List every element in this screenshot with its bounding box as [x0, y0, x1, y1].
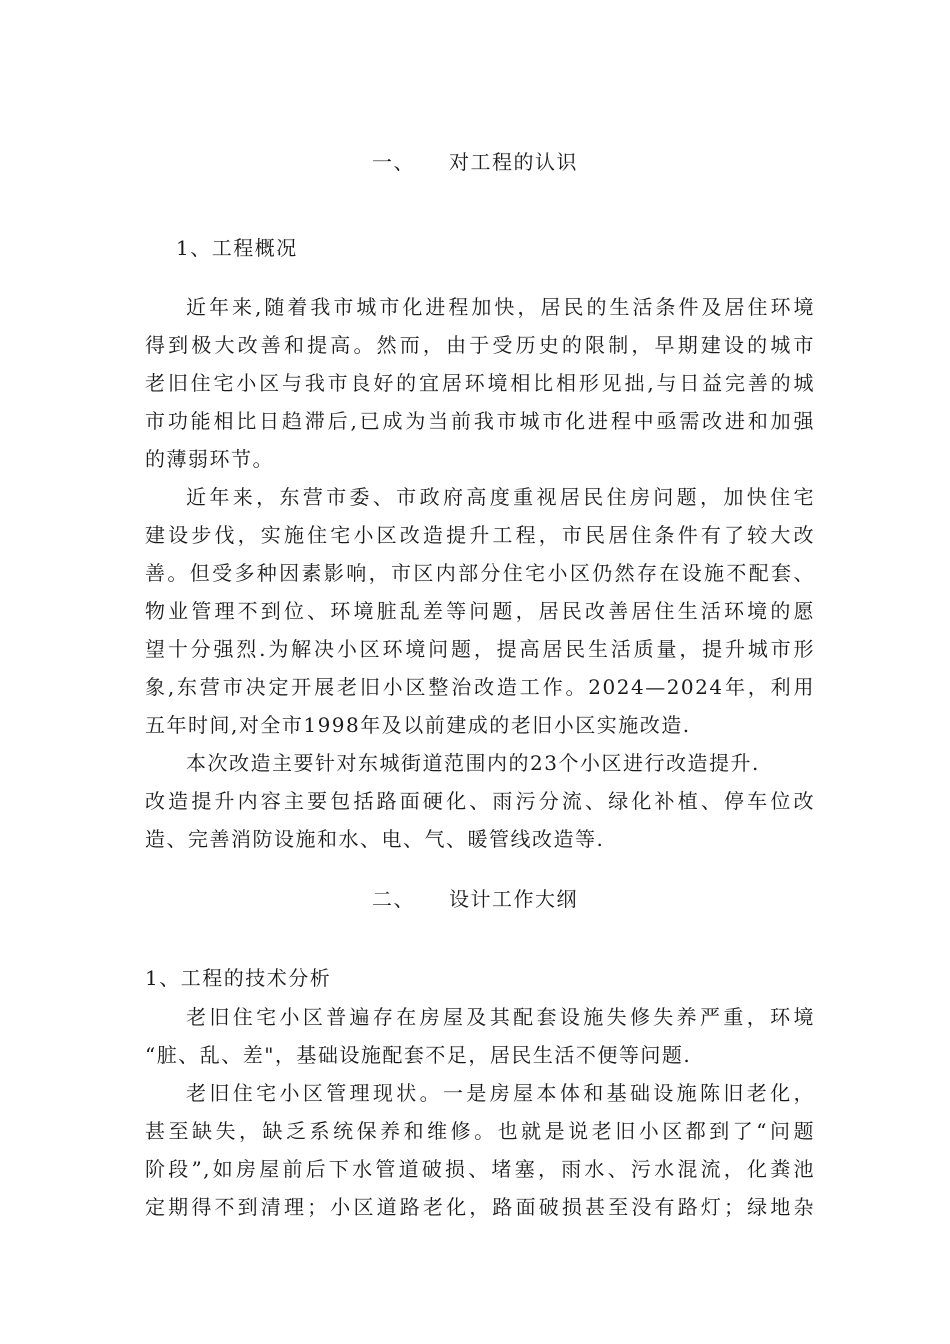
- section-number: 一、: [372, 150, 415, 174]
- paragraph-line: 五年时间,对全市1998年及以前建成的老旧小区实施改造.: [145, 713, 691, 737]
- paragraph-line: 象,东营市决定开展老旧小区整治改造工作。2024—2024年，利用: [145, 675, 815, 699]
- paragraph-line: 市功能相比日趋滞后,已成为当前我市城市化进程中亟需改进和加强: [145, 409, 815, 433]
- paragraph-line: “脏、乱、差"，基础设施配套不足，居民生活不便等问题.: [145, 1043, 692, 1067]
- paragraph-line: 造、完善消防设施和水、电、气、暖管线改造等.: [145, 827, 605, 851]
- paragraph-line: 阶段”,如房屋前后下水管道破损、堵塞，雨水、污水混流，化粪池: [145, 1157, 815, 1181]
- paragraph-line: 得到极大改善和提高。然而，由于受历史的限制，早期建设的城市: [145, 333, 815, 357]
- section-title: 设计工作大纲: [449, 887, 578, 911]
- section-heading-2: [0, 885, 950, 913]
- subheading-technical-analysis: 1、工程的技术分析: [145, 966, 332, 990]
- section-number: 二、: [372, 887, 415, 911]
- paragraph-line: 老旧住宅小区与我市良好的宜居环境相比相形见拙,与日益完善的城: [145, 371, 815, 395]
- section-heading-1: [0, 148, 950, 176]
- paragraph-line: 近年来,随着我市城市化进程加快，居民的生活条件及居住环境: [186, 295, 815, 319]
- section-title: 对工程的认识: [449, 150, 578, 174]
- paragraph-line: 建设步伐，实施住宅小区改造提升工程，市民居住条件有了较大改: [145, 523, 815, 547]
- paragraph-line: 改造提升内容主要包括路面硬化、雨污分流、绿化补植、停车位改: [145, 789, 815, 813]
- paragraph-line: 近年来，东营市委、市政府高度重视居民住房问题，加快住宅: [186, 485, 815, 509]
- paragraph-line: 老旧住宅小区管理现状。一是房屋本体和基础设施陈旧老化，: [186, 1081, 815, 1105]
- paragraph-line: 善。但受多种因素影响，市区内部分住宅小区仍然存在设施不配套、: [145, 561, 815, 585]
- paragraph-line: 老旧住宅小区普遍存在房屋及其配套设施失修失养严重，环境: [186, 1005, 815, 1029]
- paragraph-line: 的薄弱环节。: [145, 447, 274, 471]
- paragraph-line: 甚至缺失，缺乏系统保养和维修。也就是说老旧小区都到了“问题: [145, 1119, 815, 1143]
- subheading-project-overview: 1、工程概况: [176, 236, 298, 260]
- paragraph-line: 定期得不到清理；小区道路老化，路面破损甚至没有路灯；绿地杂: [145, 1195, 815, 1219]
- paragraph-line: 望十分强烈.为解决小区环境问题，提高居民生活质量，提升城市形: [145, 637, 815, 661]
- paragraph-line: 物业管理不到位、环境脏乱差等问题，居民改善居住生活环境的愿: [145, 599, 815, 623]
- paragraph-line: 本次改造主要针对东城街道范围内的23个小区进行改造提升.: [186, 751, 760, 775]
